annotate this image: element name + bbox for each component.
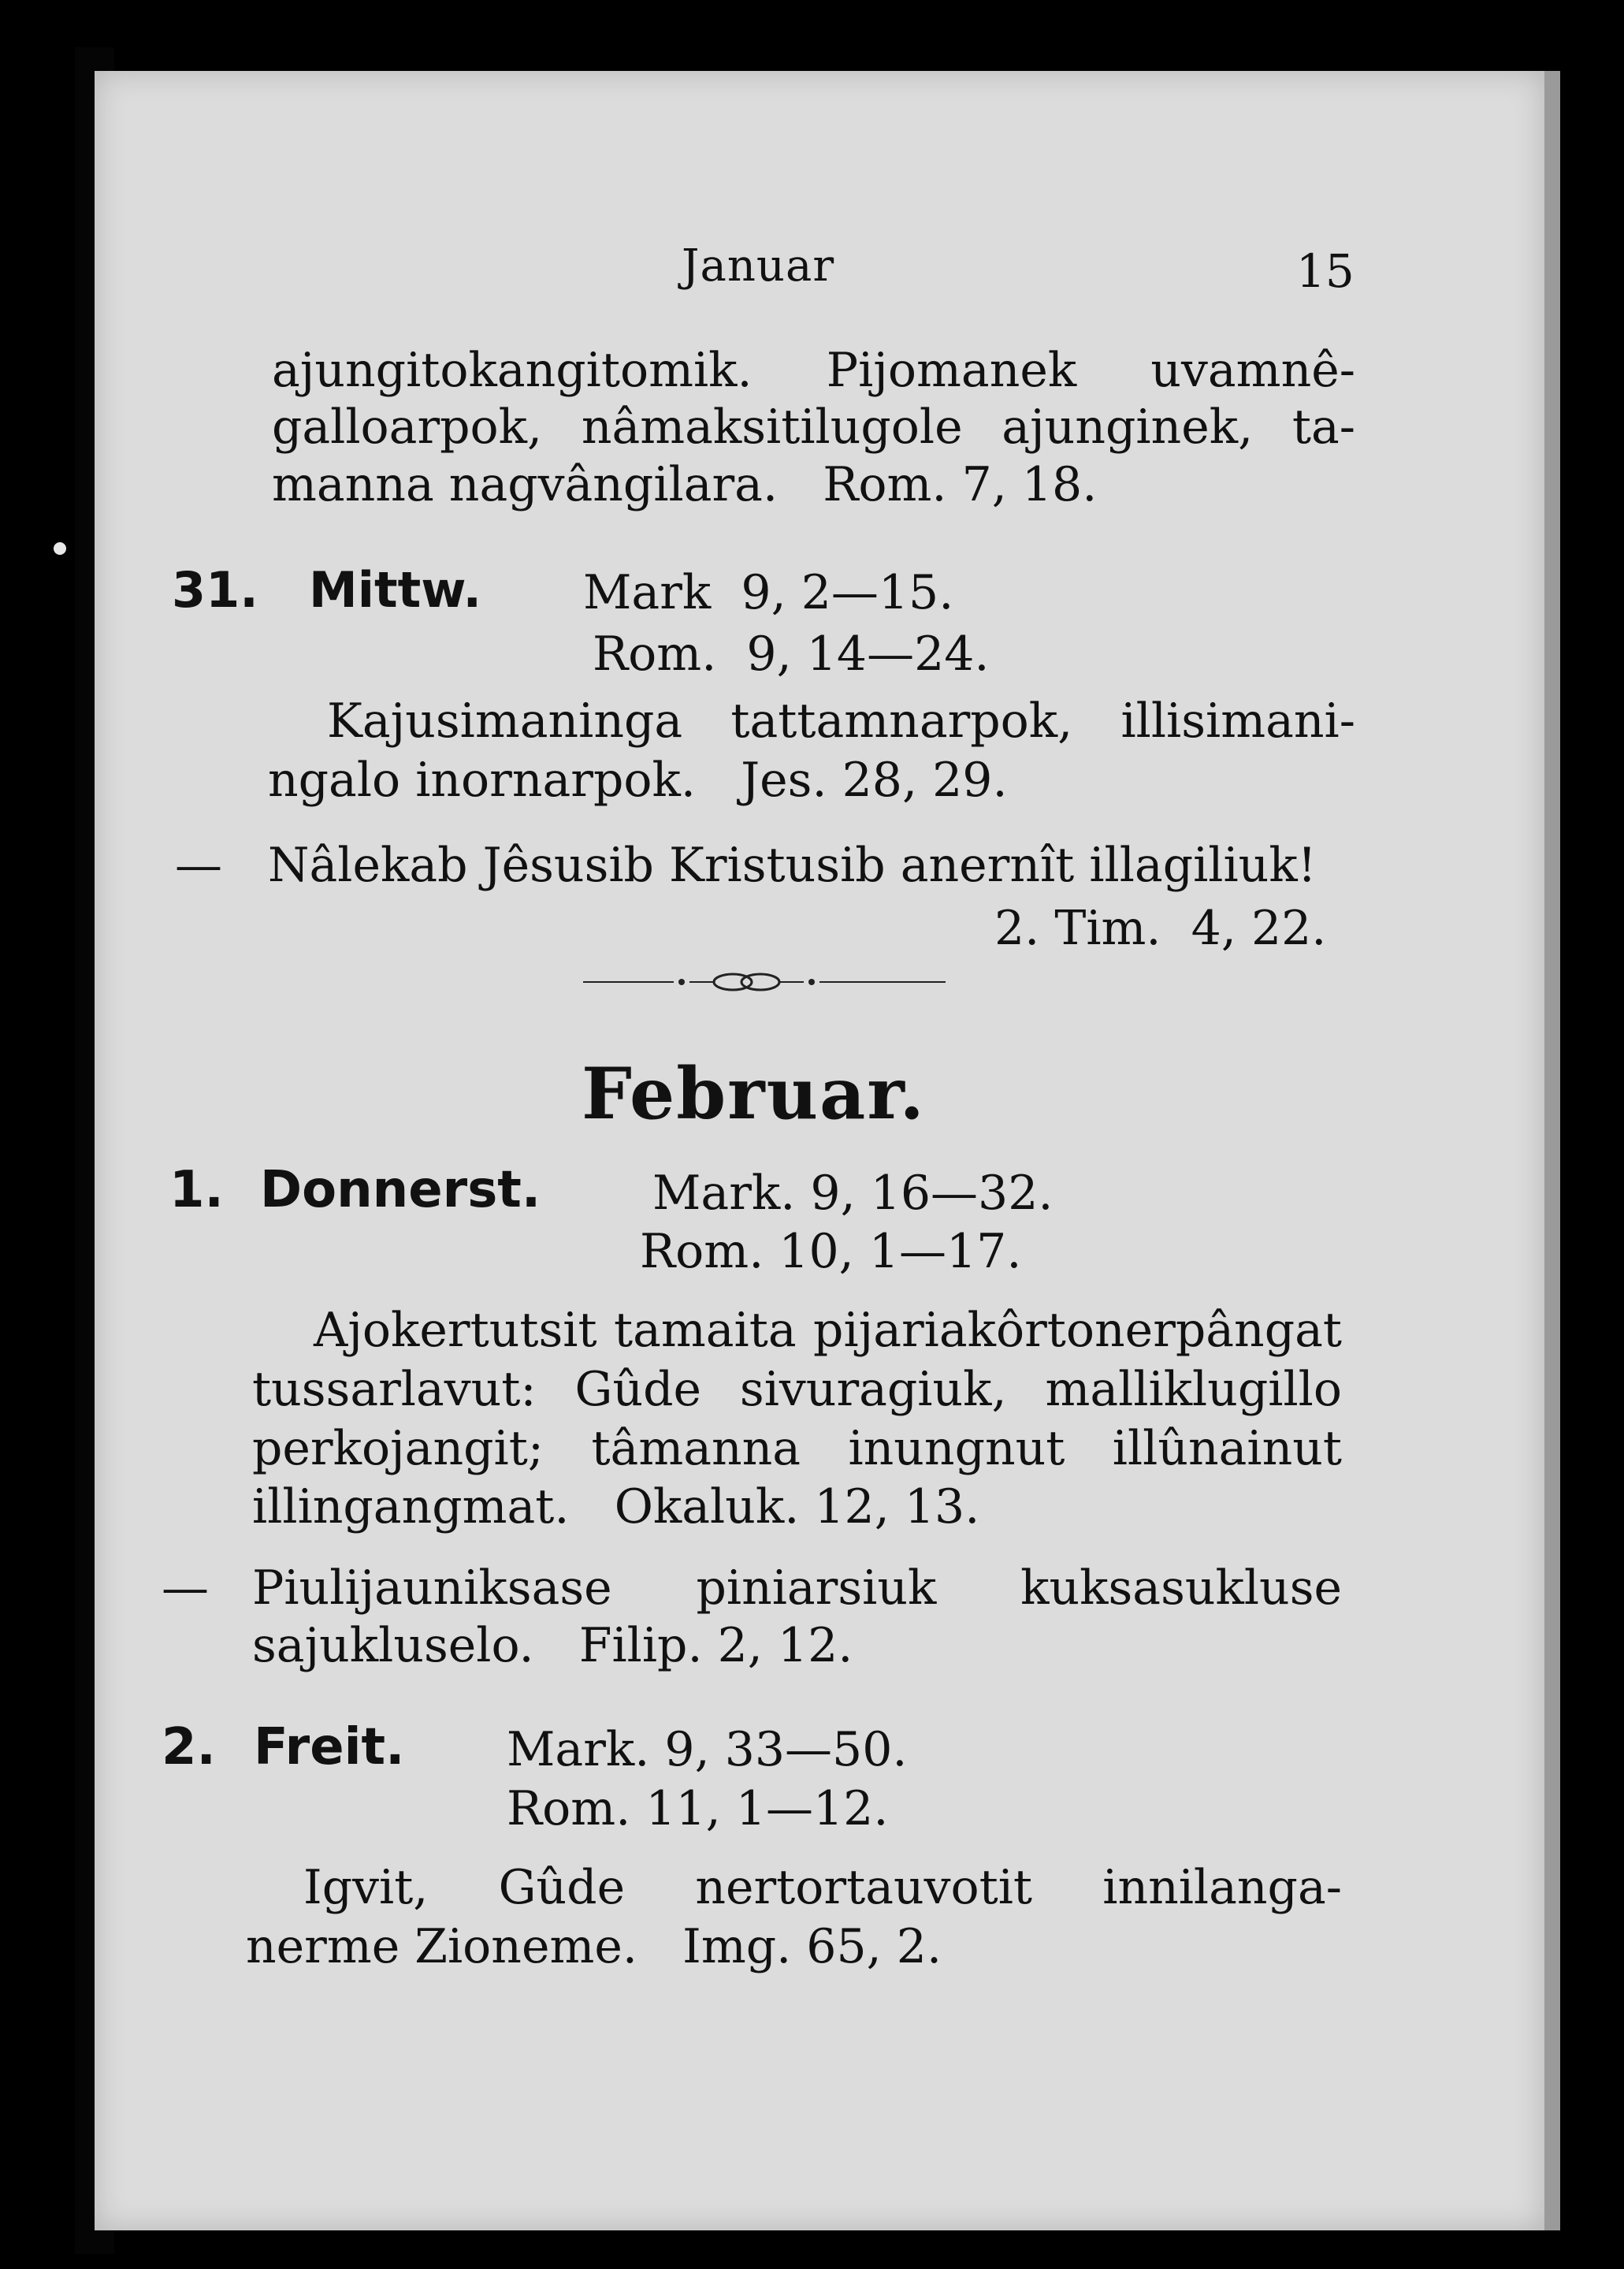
intro-word: ajungitokangitomik. xyxy=(272,343,753,398)
text-line xyxy=(303,1860,1342,1915)
entry-number: 1. xyxy=(169,1161,224,1219)
text-word: nertortauvotit xyxy=(695,1860,1033,1915)
month-heading: Februar. xyxy=(582,1052,926,1136)
dash: — xyxy=(175,838,222,893)
text-line: Ajokertutsit tamaita pijariakôrtonerpângat xyxy=(314,1303,1342,1358)
text-word: illûnainut xyxy=(1112,1421,1342,1476)
text-word: kuksasukluse xyxy=(1020,1560,1342,1616)
scripture-ref: 2. Tim. 4, 22. xyxy=(994,901,1327,956)
text-line: sajukluselo. Filip. 2, 12. xyxy=(252,1618,853,1673)
ornamental-divider xyxy=(583,968,946,996)
weekday: Donnerst. xyxy=(260,1161,541,1219)
weekday: Freit. xyxy=(254,1718,405,1776)
text-word: Piulijauniksase xyxy=(252,1560,612,1616)
entry-number: 2. xyxy=(162,1718,216,1776)
page-number: 15 xyxy=(1296,244,1355,298)
text-word: Kajusimaninga xyxy=(327,694,683,749)
intro-line-2 xyxy=(272,400,1355,455)
page-edge xyxy=(1544,71,1560,2230)
intro-line-3: manna nagvângilara. Rom. 7, 18. xyxy=(272,457,1098,512)
intro-line-1 xyxy=(272,343,1355,398)
scan-dot xyxy=(54,542,66,555)
scripture-ref: Rom. 9, 14—24. xyxy=(593,627,990,682)
text-word: tussarlavut: xyxy=(252,1362,537,1417)
text-line xyxy=(327,694,1355,749)
intro-word: uvamnê- xyxy=(1150,343,1355,398)
scripture-ref: Mark. 9, 33—50. xyxy=(507,1722,908,1777)
text-word: malliklugillo xyxy=(1045,1362,1342,1417)
text-word: innilanga- xyxy=(1102,1860,1342,1915)
text-word: Igvit, xyxy=(303,1860,429,1915)
intro-word: galloarpok, xyxy=(272,400,543,455)
entry-number: 31. xyxy=(172,561,258,619)
text-word: perkojangit; xyxy=(252,1421,544,1476)
intro-word: nâmaksitilugole xyxy=(581,400,963,455)
text-line: illingangmat. Okaluk. 12, 13. xyxy=(252,1479,980,1534)
weekday: Mittw. xyxy=(309,561,482,619)
text-line xyxy=(252,1362,1342,1417)
text-word: tattamnarpok, xyxy=(730,694,1073,749)
scripture-ref: Rom. 11, 1—12. xyxy=(507,1781,889,1836)
intro-word: ajunginek, xyxy=(1002,400,1254,455)
running-header: Januar xyxy=(682,240,835,292)
text-word: Gûde xyxy=(498,1860,626,1915)
intro-word: ta- xyxy=(1291,400,1355,455)
text-word: tâmanna xyxy=(591,1421,801,1476)
text-line: ngalo inornarpok. Jes. 28, 29. xyxy=(268,753,1008,808)
scripture-ref: Mark 9, 2—15. xyxy=(583,565,954,620)
scripture-ref: Rom. 10, 1—17. xyxy=(640,1224,1022,1279)
text-line xyxy=(252,1560,1342,1616)
text-line: Nâlekab Jêsusib Kristusib anernît illagiliuk! xyxy=(268,838,1317,893)
dash: — xyxy=(162,1560,209,1616)
text-word: piniarsiuk xyxy=(696,1560,937,1616)
text-word: inungnut xyxy=(848,1421,1065,1476)
text-word: illisimani- xyxy=(1120,694,1355,749)
text-line xyxy=(252,1421,1342,1476)
text-line: nerme Zioneme. Img. 65, 2. xyxy=(246,1919,942,1974)
scripture-ref: Mark. 9, 16—32. xyxy=(652,1166,1054,1221)
intro-word: Pijomanek xyxy=(826,343,1077,398)
text-word: Gûde sivuragiuk, xyxy=(574,1362,1007,1417)
